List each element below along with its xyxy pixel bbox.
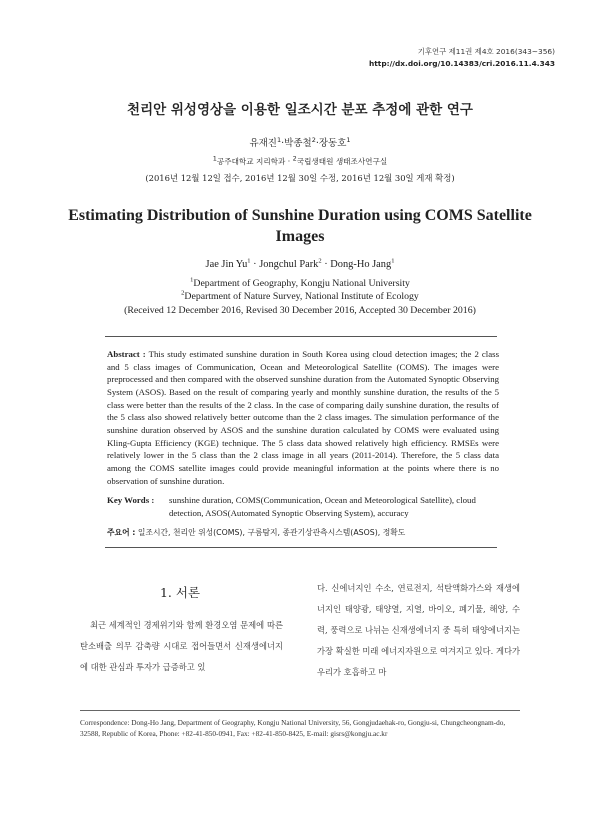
abstract-text: This study estimated sunshine duration in South Korea using cloud detection images; the 2 class and 5 class images of Communication, Ocean and Meteorological Satellite (COMS). The images were preprocessed and then compared with the observed sunshine duration from the Automated Synoptic Observing System (ASOS). Based on the result of comparing yearly and monthly sunshine duration, the results of the 5 class were better than the results of the 2 class. In the case of comparing daily sunshine duration, the results of the 5 class also showed relatively better outcome than the 2 class images. The simulation performance of the sunshine duration observed by ASOS and the sunshine duration calculated by COMS were evaluated using Kling-Gupta Efficiency (KGE) technique. The 5 class data showed relatively high efficiency. RMSEs were relatively lower in the 5 class than the 2 class image in all years (2011-2014). Therefore, the 5 class data among the COMS satellite images could provide meaningful information at the points where there is no observation of sunshine duration. bbox=[107, 349, 499, 486]
doi-link[interactable]: http://dx.doi.org/10.14383/cri.2016.11.4.343 bbox=[369, 59, 555, 68]
body-column-right: 다. 신에너지인 수소, 연료전지, 석탄액화가스와 재생에너지인 태양광, 태양열, 지열, 바이오, 폐기물, 해양, 수력, 풍력으로 나뉘는 신재생에너지 중 특히 태양에너지는 가장 확실한 미래 에너지자원으로 여겨지고 있다. 게다가 우리가 호흡하고 마 bbox=[317, 583, 520, 677]
author-name: 장동호 bbox=[318, 138, 347, 149]
footnote-rule bbox=[80, 710, 520, 711]
author-sup: 2 bbox=[311, 135, 316, 144]
korean-dates: (2016년 12월 12일 접수, 2016년 12월 30일 수정, 2016년 12월 30일 게재 확정) bbox=[145, 173, 455, 183]
author-sup: 1 bbox=[276, 135, 282, 144]
author-name: 박종철 bbox=[284, 138, 312, 149]
abstract-top-rule bbox=[105, 336, 497, 337]
english-authors: Jae Jin $Yu^1$ · Jongchul Park$^2$ · Dong-Ho Jang$^1$ bbox=[205, 257, 395, 270]
english-affiliation-1: $^1$Department of Geography, Kongju National University bbox=[190, 276, 410, 289]
abstract bbox=[107, 348, 499, 487]
korean-keywords bbox=[107, 527, 499, 538]
journal-info: 기후연구 제11권 제4호 2016(343~356) bbox=[417, 47, 555, 56]
english-dates: (Received 12 December 2016, Revised 30 December 2016, Accepted 30 December 2016) bbox=[124, 305, 476, 316]
journal-header bbox=[369, 46, 555, 70]
keywords-text: sunshine duration, COMS(Communication, Ocean and Meteorological Satellite), cloud detection, ASOS(Automated Synoptic Observing System), accuracy bbox=[169, 495, 476, 518]
korean-title: 천리안 위성영상을 이용한 일조시간 분포 추정에 관한 연구 bbox=[127, 102, 473, 118]
korean-affiliation: $^1$공주대학교 지리학과 · $^2$국립생태원 생태조사연구실 bbox=[212, 154, 388, 166]
author-name: 유재진 bbox=[249, 138, 277, 149]
korean-authors: 유재진$^1$·박종철$^2$·장동호$^1$ bbox=[249, 135, 351, 149]
abstract-label: Abstract : bbox=[107, 349, 146, 359]
keywords-label: Key Words : bbox=[107, 495, 155, 505]
body-column-left: 최근 세계적인 경제위기와 함께 환경오염 문제에 따른 탄소배출 의무 감축량 시대로 접어들면서 신재생에너지에 대한 관심과 투자가 급증하고 있 bbox=[80, 620, 283, 672]
korean-keywords-text: 일조시간, 천리안 위성(COMS), 구름탐지, 종관기상관측시스템(ASOS), 정확도 bbox=[135, 528, 406, 537]
author-name: Jongchul Park bbox=[259, 259, 319, 270]
english-title: Estimating Distribution of Sunshine Duration using COMS Satellite Images bbox=[68, 207, 532, 245]
author-name: Dong-Ho Jang bbox=[330, 259, 392, 270]
correspondence-footnote: Correspondence: Dong-Ho Jang, Department of Geography, Kongju National University, 56, Gongjudaehak-ro, Gongju-si, Chungcheongnam-do, 32588, Republic of Korea, Phone: +82-41-850-0941, Fax: +82-41-850-8425, E-mail: gisrs@kongju.ac.kr bbox=[80, 718, 506, 738]
keywords bbox=[107, 494, 499, 520]
english-affiliation-2: $^2$Department of Nature Survey, National Institute of Ecology bbox=[181, 289, 419, 302]
author-name: Jae Jin Yu bbox=[205, 259, 248, 270]
section-title: 1. 서론 bbox=[159, 585, 201, 600]
korean-keywords-label: 주요어 : bbox=[107, 528, 136, 537]
abstract-bottom-rule bbox=[105, 547, 497, 548]
author-sup: 1 bbox=[346, 135, 351, 144]
